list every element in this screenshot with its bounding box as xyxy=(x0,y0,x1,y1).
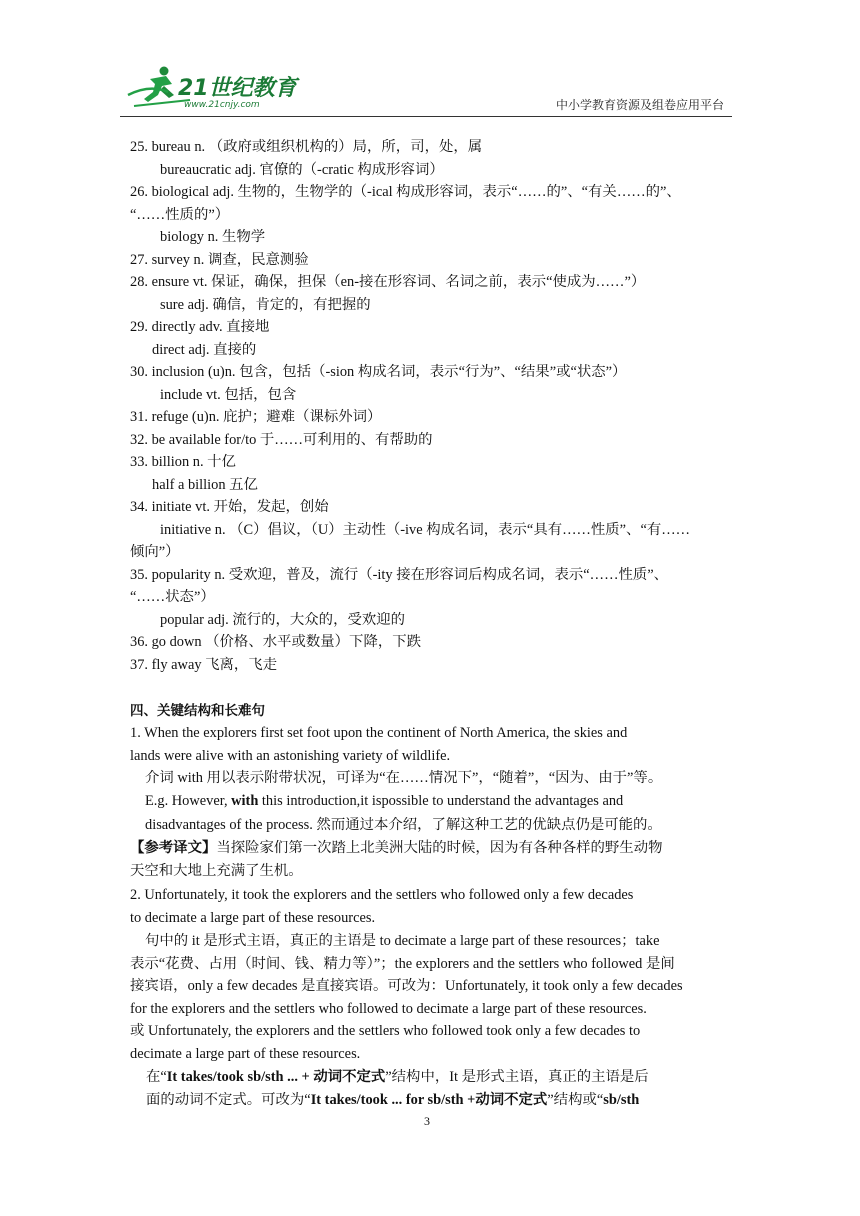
vocab-entry: 32. be available for/to 于……可利用的、有帮助的 xyxy=(130,432,433,448)
sentence-1-note: 介词 with 用以表示附带状况，可译为“在……情况下”，“随着”，“因为、由于”等。 xyxy=(145,770,663,786)
logo-url: www.21cnjy.com xyxy=(184,100,260,110)
platform-name: 中小学教育资源及组卷应用平台 xyxy=(555,98,724,112)
vocab-subentry: popular adj. 流行的，大众的，受欢迎的 xyxy=(160,612,406,628)
sentence-2-line-1: 2. Unfortunately, it took the explorers and the settlers who followed only a few decades xyxy=(130,887,634,903)
header-divider xyxy=(120,116,732,117)
page-header xyxy=(120,62,732,122)
sentence-1-line-1: 1. When the explorers first set foot upon the continent of North America, the skies and xyxy=(130,725,628,741)
page-number: 3 xyxy=(424,1114,430,1128)
vocab-entry: 25. bureau n. （政府或组织机构的）局，所，司，处，属 xyxy=(130,139,483,155)
sentence-2-pattern: 在“It takes/took sb/sth ... + 动词不定式”结构中，It 是形式主语，真正的主语是后 xyxy=(146,1069,649,1085)
section-heading: 四、关键结构和长难句 xyxy=(130,703,265,719)
vocab-subentry: sure adj. 确信，肯定的，有把握的 xyxy=(160,297,371,313)
vocab-entry: 27. survey n. 调查，民意测验 xyxy=(130,252,309,268)
sentence-2-note: 接宾语，only a few decades 是直接宾语。可改为：Unfortunately, it took only a few decades xyxy=(130,978,683,994)
sentence-1-example-cont: disadvantages of the process. 然而通过本介绍，了解这种工艺的优缺点仍是可能的。 xyxy=(145,817,662,833)
vocab-entry-continued: “……性质的”） xyxy=(130,207,230,223)
sentence-2-note: for the explorers and the settlers who followed to decimate a large part of these resources. xyxy=(130,1001,647,1017)
sentence-1-example: E.g. However, with this introduction,it ispossible to understand the advantages and xyxy=(145,793,624,809)
sentence-2-note: 句中的 it 是形式主语，真正的主语是 to decimate a large part of these resources；take xyxy=(145,933,660,949)
vocab-subentry: biology n. 生物学 xyxy=(160,229,266,245)
sentence-2-note: 或 Unfortunately, the explorers and the settlers who followed took only a few decades to xyxy=(130,1023,641,1039)
sentence-2-note: decimate a large part of these resources. xyxy=(130,1046,361,1062)
vocab-entry: 34. initiate vt. 开始，发起，创始 xyxy=(130,499,329,515)
sentence-2-pattern: 面的动词不定式。可改为“It takes/took ... for sb/sth +动词不定式”结构或“sb/sth xyxy=(146,1092,640,1108)
vocab-entry: 28. ensure vt. 保证，确保，担保（en-接在形容词、名词之前，表示“使成为……”） xyxy=(130,274,646,290)
logo-wordmark: 21世纪教育 xyxy=(178,76,297,101)
vocab-subentry: direct adj. 直接的 xyxy=(152,342,257,358)
sentence-2-line-2: to decimate a large part of these resources. xyxy=(130,910,376,926)
vocab-entry: 37. fly away 飞离，飞走 xyxy=(130,657,278,673)
vocab-subentry: include vt. 包括，包含 xyxy=(160,387,297,403)
sentence-1-translation: 【参考译文】当探险家们第一次踏上北美洲大陆的时候，因为有各种各样的野生动物 xyxy=(130,840,663,856)
sentence-1-translation-cont: 天空和大地上充满了生机。 xyxy=(130,863,303,879)
vocab-entry: 29. directly adv. 直接地 xyxy=(130,319,270,335)
vocab-entry-continued: 倾向”） xyxy=(130,544,180,560)
sentence-2-note: 表示“花费、占用（时间、钱、精力等）”；the explorers and the settlers who followed 是间 xyxy=(130,956,675,972)
vocab-entry: 33. billion n. 十亿 xyxy=(130,454,236,470)
vocab-entry: 26. biological adj. 生物的，生物学的（-ical 构成形容词，表示“……的”、“有关……的”、 xyxy=(130,184,681,200)
vocab-entry: 30. inclusion (u)n. 包含，包括（-sion 构成名词，表示“行为”、“结果”或“状态”） xyxy=(130,364,627,380)
vocab-entry: 35. popularity n. 受欢迎，普及，流行（-ity 接在形容词后构成名词，表示“……性质”、 xyxy=(130,567,669,583)
vocab-subentry: initiative n. （C）倡议，（U）主动性（-ive 构成名词，表示“具有……性质”、“有…… xyxy=(160,522,691,538)
example-keyword: with xyxy=(231,793,259,809)
vocab-entry: 31. refuge (u)n. 庇护；避难（课标外词） xyxy=(130,409,382,425)
sentence-1-line-2: lands were alive with an astonishing variety of wildlife. xyxy=(130,748,451,764)
vocab-entry: 36. go down （价格、水平或数量）下降，下跌 xyxy=(130,634,422,650)
vocab-subentry: bureaucratic adj. 官僚的（-cratic 构成形容词） xyxy=(160,162,444,178)
logo-21cnjy xyxy=(120,62,320,112)
vocab-entry-continued: “……状态”） xyxy=(130,589,215,605)
vocab-subentry: half a billion 五亿 xyxy=(152,477,258,493)
translation-label: 【参考译文】 xyxy=(130,840,217,856)
